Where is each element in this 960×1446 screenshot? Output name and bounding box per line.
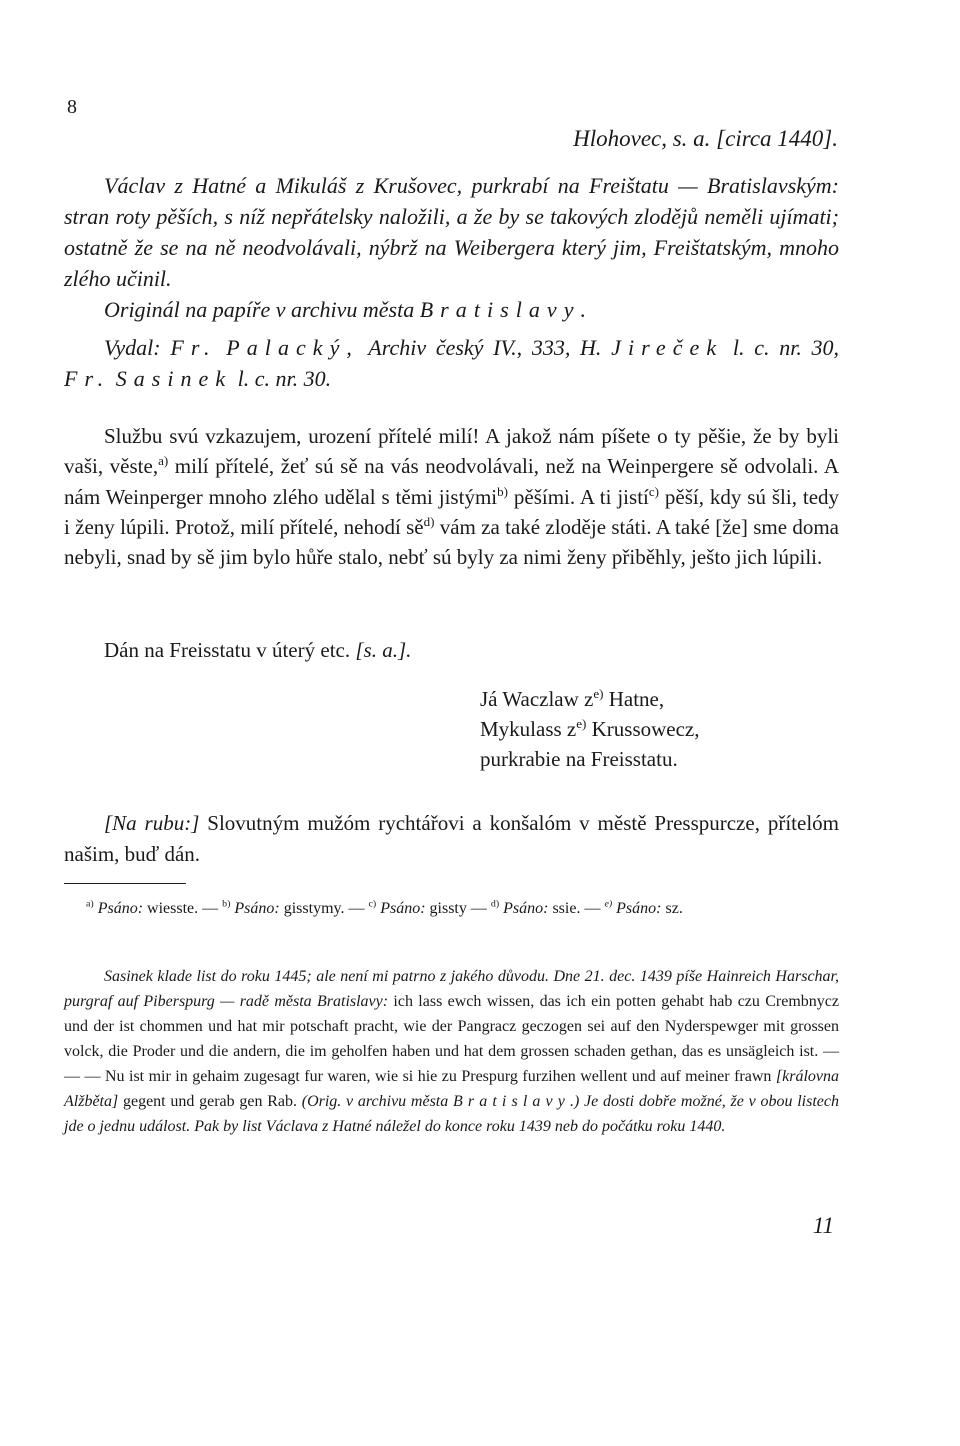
footnote-b-label: Psáno: (234, 900, 280, 917)
editorial-text-1: Sasinek klade list do roku 1445; ale není mi patrno z jakého důvodu. Dne 21. dec. 1439 píše Hainreich Harschar, purgraf auf Piberspurg — radě města Bratislavy: (64, 968, 839, 1010)
letter-body (64, 421, 839, 572)
dating-text: Dán na Freisstatu v úterý etc. (104, 638, 351, 662)
endorsement-label: [Na rubu:] (104, 811, 200, 835)
dating-note: [s. a.]. (355, 638, 412, 662)
endorsement (64, 808, 839, 870)
edition-fr-1: Fr. (170, 335, 217, 360)
editorial-commentary (64, 964, 839, 1139)
edition-sasinek: Sasinek (115, 366, 233, 391)
letter-text-4: pěší, kdy sú šli, tedy i ženy lúpili. Protož, milí přítelé, nehodí sě (64, 484, 840, 539)
footnote-marker-e-1: e) (593, 686, 604, 701)
edition-archiv: Archiv český IV., 333, H. (368, 335, 602, 360)
footnote-marker-a: a) (158, 453, 169, 469)
document-number: 11 (812, 1213, 834, 1238)
footnote-marker-b: b) (497, 483, 508, 499)
edition-lcnr-2: l. c. nr. 30. (237, 366, 332, 391)
edition-palacky: Palacký, (226, 335, 359, 360)
footnote-c-text: gissty — (425, 900, 491, 917)
regest-summary: Václav z Hatné a Mikuláš z Krušovec, purkrabí na Freištatu — Bratislavským: stran roty pěších, s níž nepřátelsky naložili, a že by se takových zlodějů neměli ujímati; ostatně že se na ně neodvolávali, nýbrž na Weibergera který jim, Freištatským, mnoho zlého učinil. (64, 173, 839, 291)
footnote-d-text: ssie. — (548, 900, 605, 917)
signature-line-3: purkrabie na Freisstatu. (480, 747, 678, 771)
original-note-city: Bratislavy (419, 297, 581, 322)
footnote-e-text: sz. (661, 900, 683, 917)
letter-text-5: vám za také zloděje státi. A také [že] sme doma nebyli, snad by sě jim bylo hůře stalo, nebť sú byly za nimi ženy přiběhly, ješto jich lúpili. (64, 514, 839, 570)
editorial-text-5: (Orig. v archivu města (301, 1093, 453, 1110)
footnote-b-text: gisstymy. — (279, 900, 369, 917)
document-heading: Hlohovec, s. a. [circa 1440]. (573, 126, 838, 151)
editorial-text-4: gegent und gerab gen Rab. (118, 1093, 302, 1110)
edition-lcnr-1: l. c. nr. 30, (732, 335, 840, 360)
original-note-prefix: Originál na papíře v archivu města (104, 297, 415, 322)
footnote-b-marker: b) (222, 898, 231, 910)
letter-text-1: Službu svú vzkazujem, urození přítelé milí! A jakož nám píšete o ty pěšie, že by byli vaši, věste, (64, 424, 839, 479)
footnotes (64, 896, 839, 922)
footnote-d-marker: d) (490, 898, 500, 910)
edition-label: Vydal: (104, 335, 161, 360)
footnote-divider (64, 883, 186, 884)
edition-note (64, 332, 839, 394)
footnote-marker-c: c) (648, 483, 659, 499)
signature-line-1-rest: Hatne, (603, 687, 665, 711)
letter-dating (64, 638, 839, 663)
footnote-marker-d: d) (423, 513, 435, 529)
signature-line-1 (480, 684, 700, 714)
footnote-a-text: wiesste. — (143, 900, 223, 917)
footnote-c-label: Psáno: (380, 900, 426, 917)
edition-jirecek: Jireček (611, 335, 724, 360)
footnote-e-label: Psáno: (616, 900, 662, 917)
endorsement-text: Slovutným mužóm rychtářovi a konšalóm v městě Presspurcze, přítelóm našim, buď dán. (64, 811, 839, 866)
footnote-marker-e-2: e) (576, 716, 587, 731)
footnote-a-label: Psáno: (97, 900, 144, 917)
original-note (64, 294, 839, 325)
edition-fr-2: Fr. (64, 366, 111, 391)
footnote-a-marker: a) (86, 898, 94, 910)
letter-text-3: pěšími. A ti jistí (507, 484, 649, 509)
editorial-text-2: ich lass ewch wissen, das ich ein potten gehabt hab czu Crembnycz und der ist chommen und hat mir potschaft pracht, wie der Pangracz geczogen sei auf den Nyderspewger mit grossen volck, die Proder und die andern, die im geholfen haben und hat dem grossen schaden gethan, das es unsägleich ist. — — — Nu ist mir in gehaim zugesagt fur waren, wie si hie zu Prespurg furzihen wellent und auf meiner frawn (64, 993, 839, 1085)
signature-line-2-text: Mykulass z (480, 717, 577, 741)
page-number: 8 (67, 96, 77, 118)
footnote-c-marker: c) (368, 898, 377, 910)
signature-line-2 (480, 714, 700, 744)
editorial-text-7: .) Je dosti dobře možné, že v obou listech jde o jednu událost. Pak by list Václava z Hatné náležel do konce roku 1439 neb do počátku roku 1440. (64, 1093, 839, 1135)
footnote-e-marker: e) (604, 898, 613, 910)
editorial-text-3: [královna Alžběta] (64, 1068, 839, 1110)
signature-line-2-rest: Krussowecz, (586, 717, 700, 741)
signature-line-1-text: Já Waczlaw z (480, 687, 594, 711)
editorial-city: Bratislavy (453, 1093, 570, 1110)
original-note-suffix: . (580, 297, 587, 322)
footnote-d-label: Psáno: (503, 900, 549, 917)
letter-text-2: milí přítelé, žeť sú sě na vás neodvolávali, než na Weinpergere sě odvolali. A nám Weinperger mnoho zlého udělal s těmi jistými (64, 454, 839, 509)
signature-block (480, 684, 700, 774)
